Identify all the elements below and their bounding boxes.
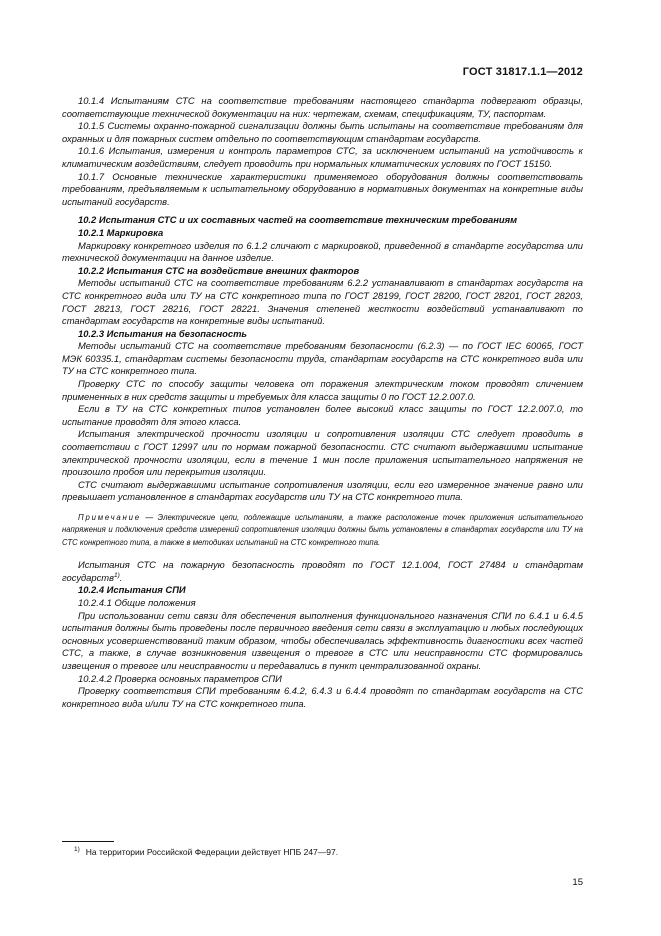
section-10-2-4-title: 10.2.4 Испытания СПИ bbox=[78, 584, 186, 596]
note bbox=[62, 512, 583, 549]
section-10-2-1-text: Маркировку конкретного изделия по 6.1.2 сличают с маркировкой, приведенной в стандарте государства или технической документации на данное изделие. bbox=[62, 239, 583, 264]
paragraph-10-1-5: 10.1.5 Системы охранно-пожарной сигнализации должны быть испытаны на соответствие требованиям для охранных и для пожарных систем отдельно по соответствующим стандартам государств. bbox=[62, 120, 583, 144]
footnote-mark: 1) bbox=[74, 846, 80, 853]
section-10-2-1-title: 10.2.1 Маркировка bbox=[78, 226, 164, 238]
section-10-2-3-p1: Методы испытаний СТС на соответствие требованиям безопасности (6.2.3) — по ГОСТ IEC 60065, ГОСТ МЭК 60335.1, стандартам системы безопасности труда, стандартам государств на СТС конкретного вида или ТУ на СТС конкретного типа. bbox=[62, 340, 583, 377]
section-10-2-4-1-text: При использовании сети связи для обеспечения выполнения функционального назначения СПИ по 6.4.1 и 6.4.5 испытания должны быть проведены после первичного введения сети связи в эксплуатацию и любых последующих основных усовершенствований таким образом, чтобы обеспечивалась эффективность диагностики всех частей СТС, а также, в случае возникновения извещения о тревоге в СТС или неисправности СТС формировались извещения о тревоге или неисправности и передавались в пункт централизованной охраны. bbox=[62, 609, 583, 671]
section-10-2-2-text: Методы испытаний СТС на соответствие требованиям 6.2.2 устанавливают в стандартах государств на СТС конкретного вида или ТУ на СТС конкретного типа по ГОСТ 28199, ГОСТ 28200, ГОСТ 28201, ГОСТ 28203, ГОСТ 28213, ГОСТ 28216, ГОСТ 28221. Значения степеней жесткости воздействий устанавливают по стандартам государств на конкретные виды испытаний. bbox=[62, 277, 583, 327]
footnote-ref: 1) bbox=[114, 571, 120, 579]
document-id: ГОСТ 31817.1.1—2012 bbox=[462, 66, 583, 78]
section-10-2-4-2-text: Проверку соответствия СПИ требованиям 6.4.2, 6.4.3 и 6.4.4 проводят по стандартам государств на СТС конкретного вида и/или ТУ на СТС конкретного типа. bbox=[62, 685, 583, 709]
section-10-2-3-p3: Если в ТУ на СТС конкретных типов установлен более высокий класс защиты по ГОСТ 12.2.007.0, то испытание проводят для этого класса. bbox=[62, 403, 583, 427]
note-text: — Электрические цепи, подлежащие испытаниям, а также расположение точек приложения испытательного напряжения и подключения средств измерений сопротивления изоляции должны быть установлены в стандартах государств или ТУ на СТС конкретного типа, а также в методиках испытаний на СТС конкретного типа. bbox=[62, 513, 583, 547]
section-10-2-3-p4: Испытания электрической прочности изоляции и сопротивления изоляции СТС следует проводить в соответствии с ГОСТ 12997 или по нормам пожарной безопасности. СТС считают выдержавшими испытание электрической прочности изоляции, если в течение 1 мин после приложения испытательного напряжения не произошло пробоя или перекрытия изоляции. bbox=[62, 428, 583, 478]
section-10-2-3-title: 10.2.3 Испытания на безопасность bbox=[78, 327, 247, 339]
paragraph-10-1-7: 10.1.7 Основные технические характеристики применяемого оборудования должны соответствовать требованиям, предъявляемым к испытательному оборудованию в нормативных документах на конкретные виды испытаний государств. bbox=[62, 170, 583, 207]
paragraph-10-1-4: 10.1.4 Испытаниям СТС на соответствие требованиям настоящего стандарта подвергают образцы, соответствующие технической документации на них: чертежам, схемам, спецификациям, ТУ, паспортам. bbox=[62, 95, 583, 119]
page-body bbox=[62, 95, 583, 710]
section-10-2-4-1-title: 10.2.4.1 Общие положения bbox=[78, 597, 196, 608]
section-10-2-heading: 10.2 Испытания СТС и их составных частей на соответствие техническим требованиям bbox=[78, 214, 518, 226]
section-10-2-3-p5: СТС считают выдержавшими испытание сопротивления изоляции, если его измеренное значение равно или превышает установленное в стандартах государств или ТУ на СТС конкретного типа. bbox=[62, 478, 583, 503]
section-10-2-2-title: 10.2.2 Испытания СТС на воздействие внешних факторов bbox=[78, 264, 360, 276]
paragraph-10-1-6: 10.1.6 Испытания, измерения и контроль параметров СТС, за исключением испытаний на устойчивость к климатическим воздействиям, следует проводить при нормальных климатических условиях по ГОСТ 15150. bbox=[62, 145, 583, 169]
section-10-2-3-p2: Проверку СТС по способу защиты человека от поражения электрическим током проводят сличением примененных в них средств защиты и требуемых для класса защиты 0 по ГОСТ 12.2.007.0. bbox=[62, 378, 583, 402]
note-label: Примечание bbox=[78, 513, 141, 522]
section-10-2-3-p6: Испытания СТС на пожарную безопасность проводят по ГОСТ 12.1.004, ГОСТ 27484 и стандартам государств$^{1)}$. bbox=[62, 559, 583, 583]
page-number: 15 bbox=[572, 877, 583, 888]
section-10-2-4-2-title: 10.2.4.2 Проверка основных параметров СПИ bbox=[78, 672, 282, 684]
footnote bbox=[74, 846, 338, 857]
footnote-divider bbox=[62, 841, 114, 842]
footnote-text: На территории Российской Федерации действует НПБ 247—97. bbox=[85, 846, 339, 857]
